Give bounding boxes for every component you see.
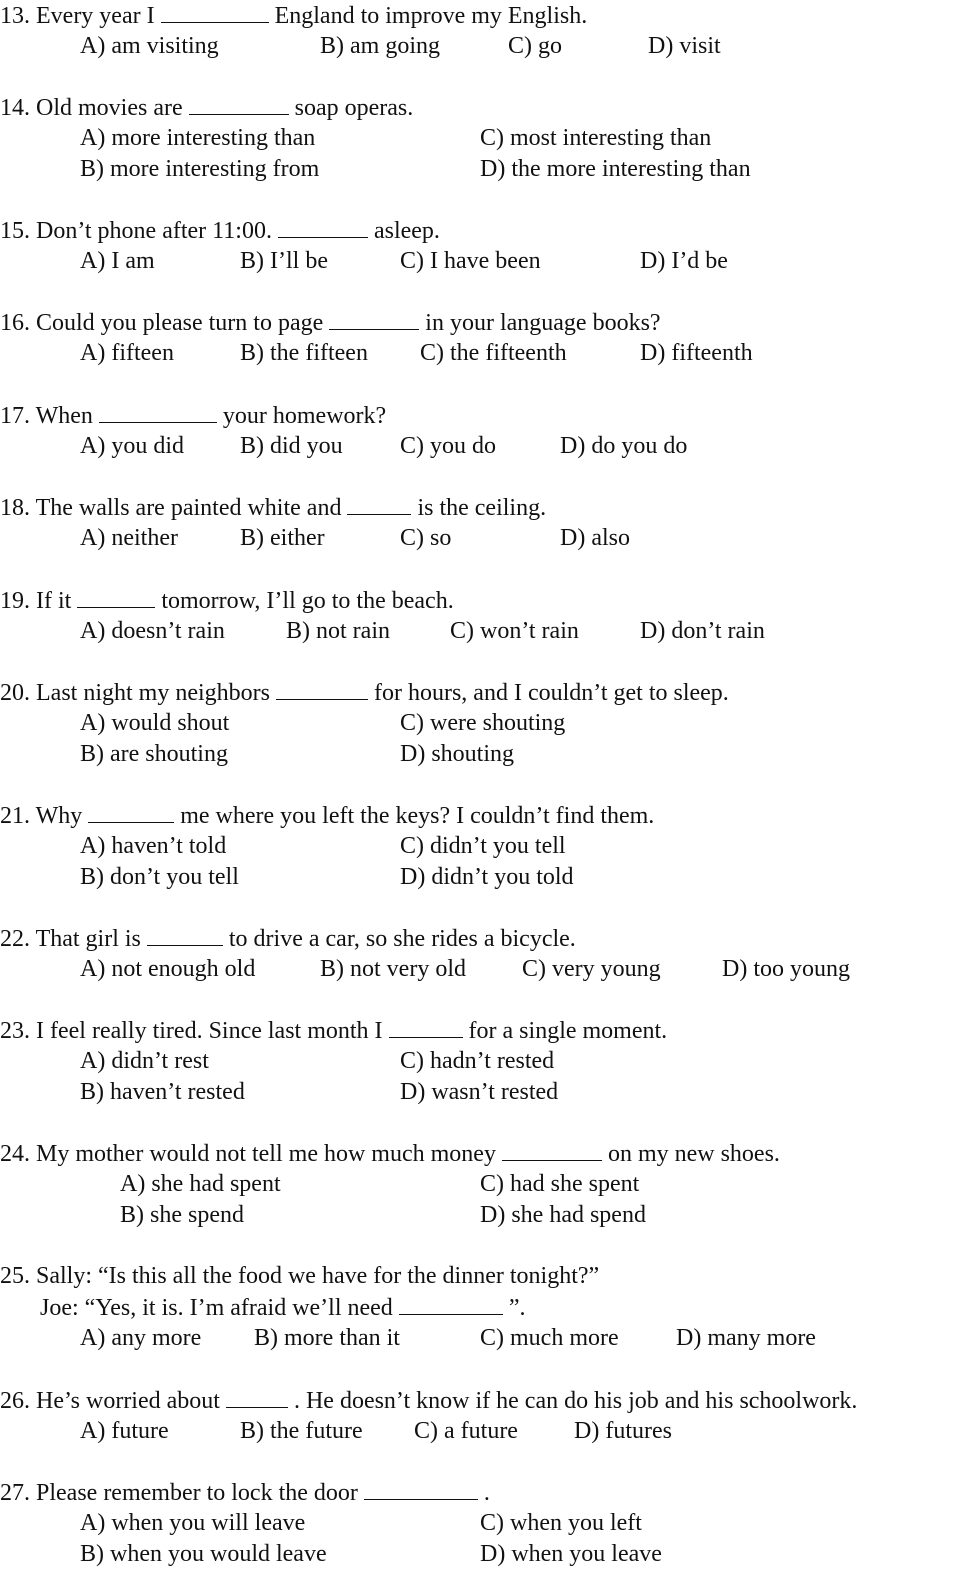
option-b[interactable]: B) am going: [320, 33, 440, 59]
question-text: in your language books?: [425, 310, 661, 336]
question-16: [0, 307, 661, 337]
option-d[interactable]: D) visit: [648, 33, 721, 59]
option-b[interactable]: B) not rain: [286, 618, 390, 644]
question-text: 23. I feel really tired. Since last month I: [0, 1018, 383, 1044]
option-a[interactable]: A) haven’t told: [80, 833, 227, 859]
option-b[interactable]: B) don’t you tell: [80, 864, 239, 890]
question-text: ”.: [508, 1295, 526, 1321]
question-text: soap operas.: [294, 95, 414, 121]
question-text: for hours, and I couldn’t get to sleep.: [373, 680, 729, 706]
answer-blank[interactable]: [347, 492, 411, 515]
question-text: for a single moment.: [468, 1018, 668, 1044]
answer-blank[interactable]: [502, 1138, 602, 1161]
question-text: 21. Why: [0, 803, 83, 829]
option-d[interactable]: D) didn’t you told: [400, 864, 574, 890]
answer-blank[interactable]: [189, 92, 289, 115]
answer-blank[interactable]: [147, 923, 223, 946]
question-24: [0, 1138, 780, 1168]
question-text: Joe: “Yes, it is. I’m afraid we’ll need: [40, 1295, 393, 1321]
option-b[interactable]: B) either: [240, 525, 325, 551]
question-18: [0, 492, 546, 522]
answer-blank[interactable]: [226, 1385, 288, 1408]
question-text: 19. If it: [0, 588, 72, 614]
question-text: me where you left the keys? I couldn’t find them.: [180, 803, 655, 829]
option-c[interactable]: C) won’t rain: [450, 618, 579, 644]
question-text: tomorrow, I’ll go to the beach.: [161, 588, 454, 614]
question-25: 25. Sally: “Is this all the food we have for the dinner tonight?”: [0, 1263, 600, 1289]
answer-blank[interactable]: [399, 1292, 503, 1315]
question-text: on my new shoes.: [607, 1141, 780, 1167]
question-text: 16. Could you please turn to page: [0, 310, 324, 336]
option-c[interactable]: C) the fifteenth: [420, 340, 567, 366]
option-b[interactable]: B) more than it: [254, 1325, 400, 1351]
question-text: to drive a car, so she rides a bicycle.: [228, 926, 576, 952]
question-text: is the ceiling.: [417, 495, 547, 521]
question-25-line2: [40, 1292, 525, 1322]
question-text: your homework?: [222, 403, 387, 429]
answer-blank[interactable]: [364, 1477, 478, 1500]
option-d[interactable]: D) she had spend: [480, 1202, 646, 1228]
option-a[interactable]: A) she had spent: [120, 1171, 281, 1197]
option-b[interactable]: B) the future: [240, 1418, 363, 1444]
answer-blank[interactable]: [278, 215, 368, 238]
answer-blank[interactable]: [161, 0, 269, 23]
option-a[interactable]: A) would shout: [80, 710, 230, 736]
option-a[interactable]: A) future: [80, 1418, 169, 1444]
option-a[interactable]: A) any more: [80, 1325, 202, 1351]
option-d[interactable]: D) too young: [722, 956, 850, 982]
option-b[interactable]: B) not very old: [320, 956, 466, 982]
answer-blank[interactable]: [389, 1015, 463, 1038]
option-b[interactable]: B) she spend: [120, 1202, 244, 1228]
question-text: . He doesn’t know if he can do his job and his schoolwork.: [293, 1388, 858, 1414]
question-17: [0, 400, 386, 430]
option-c[interactable]: C) a future: [414, 1418, 518, 1444]
question-21: [0, 800, 654, 830]
option-a[interactable]: A) doesn’t rain: [80, 618, 225, 644]
option-c[interactable]: C) I have been: [400, 248, 541, 274]
answer-blank[interactable]: [99, 400, 217, 423]
option-a[interactable]: A) not enough old: [80, 956, 256, 982]
question-text: 18. The walls are painted white and: [0, 495, 342, 521]
question-27: [0, 1477, 490, 1507]
option-c[interactable]: C) go: [508, 33, 562, 59]
option-c[interactable]: C) hadn’t rested: [400, 1048, 555, 1074]
option-d[interactable]: D) don’t rain: [640, 618, 765, 644]
option-c[interactable]: C) didn’t you tell: [400, 833, 566, 859]
question-text: 27. Please remember to lock the door: [0, 1480, 358, 1506]
option-c[interactable]: C) when you left: [480, 1510, 642, 1536]
question-text: 15. Don’t phone after 11:00.: [0, 218, 272, 244]
option-a[interactable]: A) more interesting than: [80, 125, 316, 151]
option-b[interactable]: B) haven’t rested: [80, 1079, 245, 1105]
option-d[interactable]: D) I’d be: [640, 248, 728, 274]
question-text: 24. My mother would not tell me how much money: [0, 1141, 496, 1167]
option-d[interactable]: D) the more interesting than: [480, 156, 751, 182]
option-a[interactable]: A) I am: [80, 248, 155, 274]
option-c[interactable]: C) were shouting: [400, 710, 566, 736]
option-c[interactable]: C) so: [400, 525, 452, 551]
answer-blank[interactable]: [88, 800, 174, 823]
option-b[interactable]: B) are shouting: [80, 741, 228, 767]
question-text: 13. Every year I: [0, 3, 155, 29]
option-c[interactable]: C) you do: [400, 433, 496, 459]
question-22: [0, 923, 576, 953]
question-20: [0, 677, 729, 707]
option-d[interactable]: D) wasn’t rested: [400, 1079, 559, 1105]
question-13: [0, 0, 587, 30]
question-19: [0, 585, 454, 615]
option-a[interactable]: A) fifteen: [80, 340, 174, 366]
question-23: [0, 1015, 667, 1045]
question-text: 20. Last night my neighbors: [0, 680, 270, 706]
option-c[interactable]: C) very young: [522, 956, 661, 982]
option-b[interactable]: B) more interesting from: [80, 156, 320, 182]
answer-blank[interactable]: [276, 677, 368, 700]
option-d[interactable]: D) shouting: [400, 741, 514, 767]
option-d[interactable]: D) fifteenth: [640, 340, 753, 366]
question-text: asleep.: [373, 218, 440, 244]
question-15: [0, 215, 440, 245]
option-d[interactable]: D) futures: [574, 1418, 672, 1444]
option-c[interactable]: C) most interesting than: [480, 125, 712, 151]
option-d[interactable]: D) many more: [676, 1325, 816, 1351]
question-14: [0, 92, 413, 122]
option-b[interactable]: B) I’ll be: [240, 248, 328, 274]
answer-blank[interactable]: [329, 307, 419, 330]
question-text: 14. Old movies are: [0, 95, 183, 121]
option-c[interactable]: C) had she spent: [480, 1171, 640, 1197]
question-text: 17. When: [0, 403, 93, 429]
option-a[interactable]: A) neither: [80, 525, 178, 551]
option-b[interactable]: B) did you: [240, 433, 343, 459]
question-text: England to improve my English.: [274, 3, 588, 29]
option-d[interactable]: D) also: [560, 525, 630, 551]
option-d[interactable]: D) when you leave: [480, 1541, 662, 1567]
option-b[interactable]: B) when you would leave: [80, 1541, 327, 1567]
question-text: 22. That girl is: [0, 926, 141, 952]
option-a[interactable]: A) am visiting: [80, 33, 219, 59]
question-26: [0, 1385, 857, 1415]
answer-blank[interactable]: [77, 585, 155, 608]
option-b[interactable]: B) the fifteen: [240, 340, 368, 366]
option-a[interactable]: A) you did: [80, 433, 184, 459]
option-a[interactable]: A) when you will leave: [80, 1510, 306, 1536]
option-d[interactable]: D) do you do: [560, 433, 688, 459]
option-c[interactable]: C) much more: [480, 1325, 619, 1351]
question-text: 26. He’s worried about: [0, 1388, 220, 1414]
question-text: .: [483, 1480, 490, 1506]
option-a[interactable]: A) didn’t rest: [80, 1048, 209, 1074]
